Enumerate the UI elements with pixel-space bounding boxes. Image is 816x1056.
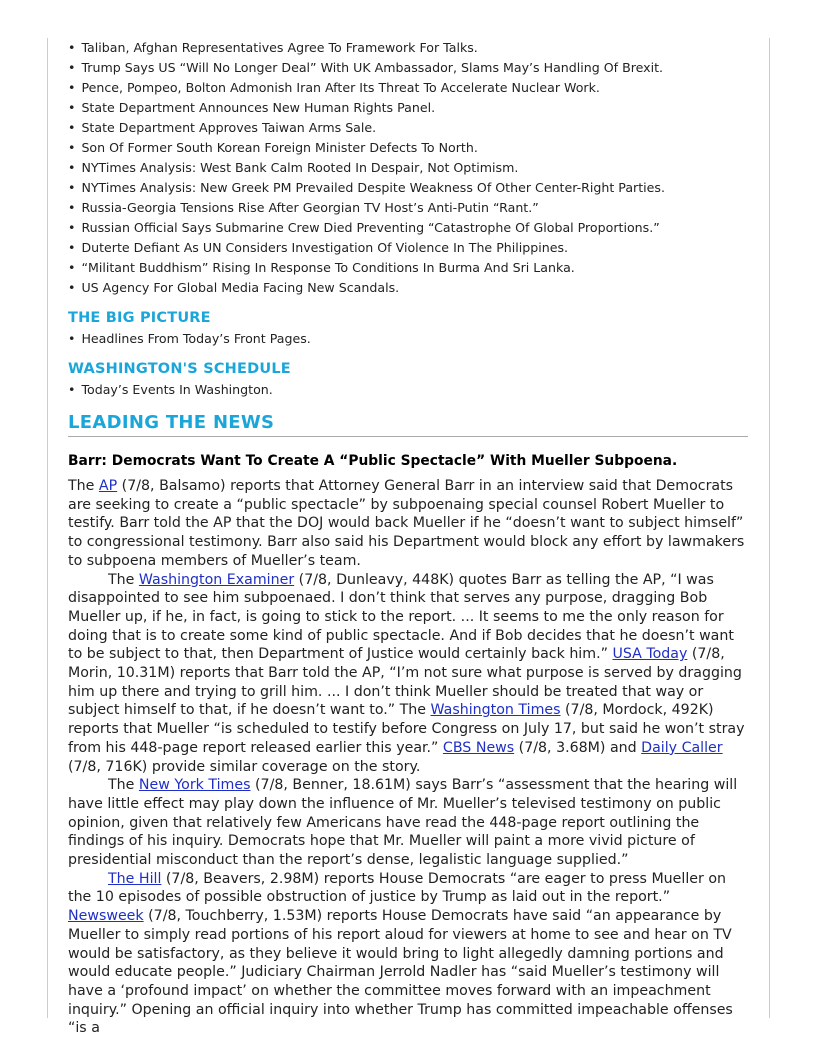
list-item[interactable]: • Son Of Former South Korean Foreign Minister Defects To North.	[68, 140, 478, 155]
story-title: Barr: Democrats Want To Create A “Public Spectacle” With Mueller Subpoena.	[68, 453, 678, 469]
story-paragraph: The New York Times (7/8, Benner, 18.61M) says Barr’s “assessment that the hearing will have little effect may play down the influence of Mr. Mueller’s televised testimony on public opinion, given that relatively few Americans have read the 448-page report outlining the findings of his inquiry. Democrats hope that Mr. Mueller will paint a more vivid picture of presidential misconduct than the report’s dense, legalistic language supplied.”	[68, 777, 738, 869]
list-item[interactable]: • Pence, Pompeo, Bolton Admonish Iran After Its Threat To Accelerate Nuclear Work.	[68, 80, 600, 95]
cbs-news-link[interactable]: CBS News	[442, 739, 515, 756]
bullet-icon: •	[68, 40, 76, 55]
ap-link[interactable]: AP	[98, 478, 118, 494]
the-hill-link[interactable]: The Hill	[108, 870, 162, 887]
bullet-icon: •	[68, 382, 76, 397]
big-picture-list	[68, 329, 748, 349]
bullet-icon: •	[68, 280, 76, 295]
list-item[interactable]: • Taliban, Afghan Representatives Agree To Framework For Talks.	[68, 40, 478, 55]
list-item[interactable]: • “Militant Buddhism” Rising In Response To Conditions In Burma And Sri Lanka.	[68, 260, 575, 275]
bullet-icon: •	[68, 60, 76, 75]
list-item[interactable]: • Duterte Defiant As UN Considers Investigation Of Violence In The Philippines.	[68, 240, 569, 255]
list-item[interactable]: • Today’s Events In Washington.	[68, 382, 273, 397]
washington-examiner-link[interactable]: Washington Examiner	[138, 571, 295, 588]
list-item[interactable]: • US Agency For Global Media Facing New Scandals.	[68, 280, 400, 295]
story-paragraph: The Washington Examiner (7/8, Dunleavy, 448K) quotes Barr as telling the AP, “I was disappointed to see him subpoenaed. I don’t think that serves any purpose, dragging Bob Mueller up, if he, in fact, is going to stick to the report. ... It seems to me the only reason for doing that is to create some kind of public spectacle. And if Bob decides that he doesn’t want to be subject to that, then Department of Justice would certainly back him.” USA Today (7/8, Morin, 10.31M) reports that Barr told the AP, “I’m not sure what purpose is served by dragging him up there and trying to grill him. ... I don’t think Mueller should be treated that way or subject himself to that, if he doesn’t want to.” The Washington Times (7/8, Mordock, 492K) reports that Mueller “is scheduled to testify before Congress on July 17, but said he won’t stray from his 448-page report released earlier this year.” CBS News (7/8, 3.68M) and Daily Caller (7/8, 716K) provide similar coverage on the story.	[68, 571, 745, 775]
list-item[interactable]: • Headlines From Today’s Front Pages.	[68, 331, 311, 346]
list-item[interactable]: • NYTimes Analysis: New Greek PM Prevailed Despite Weakness Of Other Center-Right Parties.	[68, 180, 665, 195]
list-item[interactable]: • Russian Official Says Submarine Crew Died Preventing “Catastrophe Of Global Proportions.”	[68, 220, 660, 235]
list-item[interactable]: • Russia-Georgia Tensions Rise After Georgian TV Host’s Anti-Putin “Rant.”	[68, 200, 539, 215]
usa-today-link[interactable]: USA Today	[612, 646, 688, 663]
list-item[interactable]: • State Department Announces New Human Rights Panel.	[68, 100, 436, 115]
leading-the-news-heading: LEADING THE NEWS	[68, 411, 748, 437]
story-paragraph: The AP (7/8, Balsamo) reports that Attorney General Barr in an interview said that Democrats are seeking to create a “public spectacle” by subpoenaing special counsel Robert Mueller to testify. Barr told the AP that the DOJ would back Mueller if he “doesn’t want to subject himself” to congressional testimony. Barr also said his Department would block any effort by lawmakers to subpoena members of Mueller’s team.	[68, 478, 745, 569]
bullet-icon: •	[68, 200, 76, 215]
bullet-icon: •	[68, 120, 76, 135]
story-paragraph: The Hill (7/8, Beavers, 2.98M) reports House Democrats “are eager to press Mueller on the 10 episodes of possible obstruction of justice by Trump as laid out in the report.” Newsweek (7/8, Touchberry, 1.53M) reports House Democrats have said “an appearance by Mueller to simply read portions of his report aloud for viewers at home to see and hear on TV would be satisfactory, as they believe it would bring to light allegedly damning portions and would educate people.” Judiciary Chairman Jerrold Nadler has “said Mueller’s testimony will have a ‘profound impact’ on whether the committee moves forward with an impeachment inquiry.” Opening an official inquiry into whether Trump has committed impeachable offenses “is a	[68, 870, 733, 1037]
bullet-icon: •	[68, 140, 76, 155]
washington-schedule-heading: WASHINGTON'S SCHEDULE	[68, 361, 291, 377]
bullet-icon: •	[68, 220, 76, 235]
new-york-times-link[interactable]: New York Times	[138, 777, 251, 794]
list-item[interactable]: • Trump Says US “Will No Longer Deal” With UK Ambassador, Slams May’s Handling Of Brexit.	[68, 60, 664, 75]
bullet-icon: •	[68, 80, 76, 95]
big-picture-heading: THE BIG PICTURE	[68, 310, 211, 326]
bullet-icon: •	[68, 331, 76, 346]
bullet-icon: •	[68, 240, 76, 255]
washington-schedule-list	[68, 380, 748, 400]
washington-times-link[interactable]: Washington Times	[430, 702, 561, 719]
bullet-icon: •	[68, 180, 76, 195]
list-item[interactable]: • NYTimes Analysis: West Bank Calm Rooted In Despair, Not Optimism.	[68, 160, 519, 175]
briefing-content	[68, 38, 748, 1038]
bullet-icon: •	[68, 100, 76, 115]
bullet-icon: •	[68, 160, 76, 175]
daily-caller-link[interactable]: Daily Caller	[641, 739, 723, 756]
newsweek-link[interactable]: Newsweek	[68, 908, 144, 925]
top-headline-list	[68, 38, 748, 298]
bullet-icon: •	[68, 260, 76, 275]
story-body	[68, 477, 748, 1038]
list-item[interactable]: • State Department Approves Taiwan Arms Sale.	[68, 120, 377, 135]
